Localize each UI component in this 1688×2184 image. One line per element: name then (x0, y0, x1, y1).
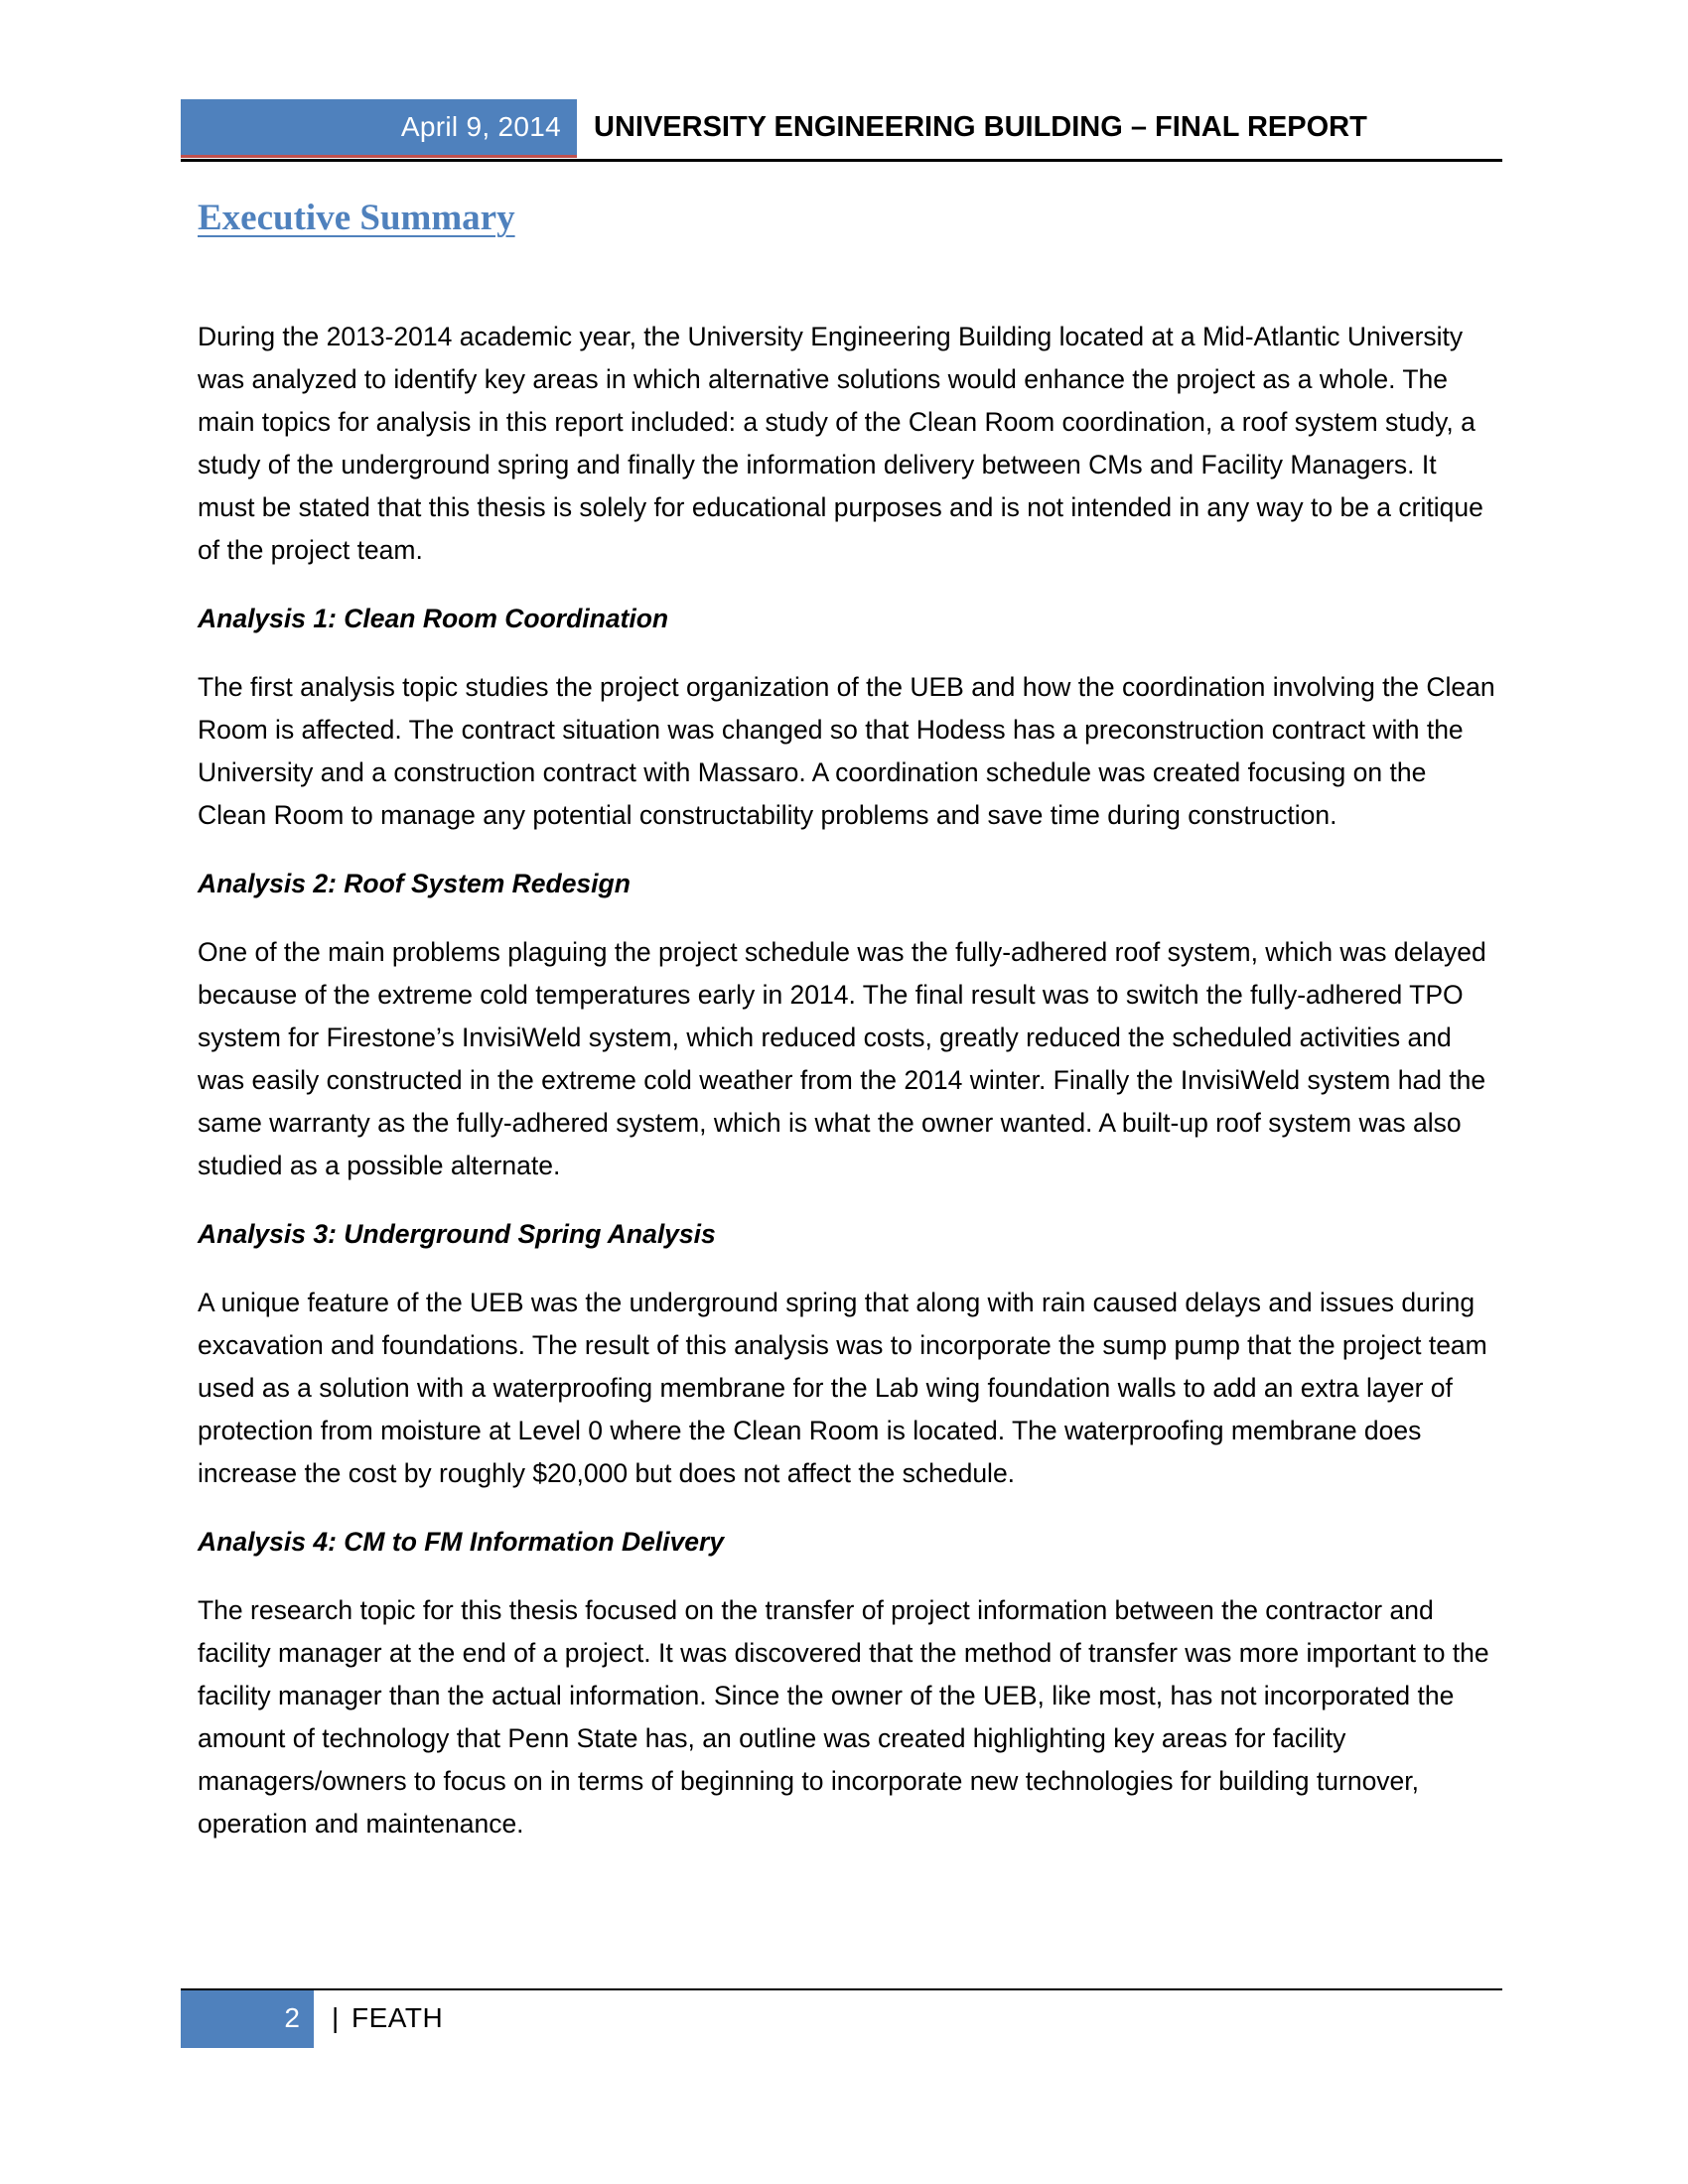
page-number: 2 (284, 2002, 300, 2033)
analysis-2-title: Analysis 2: Roof System Redesign (198, 869, 631, 898)
analysis-1-title: Analysis 1: Clean Room Coordination (198, 604, 669, 633)
section-heading: Executive Summary (198, 198, 515, 238)
analysis-3-body: A unique feature of the UEB was the underground spring that along with rain caused delays and issues during excavation and foundations. The result of this analysis was to incorporate the sump pump that the project team used as a solution with a waterproofing membrane for the Lab wing foundation walls to add an extra layer of protection from moisture at Level 0 where the Clean Room is located. The waterproofing membrane does increase the cost by roughly $20,000 but does not affect the schedule. (198, 1288, 1487, 1488)
footer-author: FEATH (352, 2002, 444, 2033)
footer-separator: | (332, 2002, 340, 2033)
header-title: UNIVERSITY ENGINEERING BUILDING – FINAL REPORT (594, 111, 1367, 143)
intro-paragraph: During the 2013-2014 academic year, the University Engineering Building located at a Mid-Atlantic University was analyzed to identify key areas in which alternative solutions would enhance the project as a whole. The main topics for analysis in this report included: a study of the Clean Room coordination, a roof system study, a study of the underground spring and finally the information delivery between CMs and Facility Managers. It must be stated that this thesis is solely for educational purposes and is not intended in any way to be a critique of the project team. (198, 322, 1483, 565)
page-header (181, 99, 1502, 162)
analysis-4-body: The research topic for this thesis focused on the transfer of project information between the contractor and facility manager at the end of a project. It was discovered that the method of transfer was more important to the facility manager than the actual information. Since the owner of the UEB, like most, has not incorporated the amount of technology that Penn State has, an outline was created highlighting key areas for facility managers/owners to focus on in terms of beginning to incorporate new technologies for building turnover, operation and maintenance. (198, 1595, 1489, 1839)
analysis-2-body: One of the main problems plaguing the project schedule was the fully-adhered roof system, which was delayed because of the extreme cold temperatures early in 2014. The final result was to switch the fully-adhered TPO system for Firestone’s InvisiWeld system, which reduced costs, greatly reduced the scheduled activities and was easily constructed in the extreme cold weather from the 2014 winter. Finally the InvisiWeld system had the same warranty as the fully-adhered system, which is what the owner wanted. A built-up roof system was also studied as a possible alternate. (198, 937, 1486, 1180)
footer-page-block (181, 1990, 314, 2048)
header-date: April 9, 2014 (400, 111, 561, 142)
analysis-3-title: Analysis 3: Underground Spring Analysis (198, 1219, 716, 1249)
analysis-1-body: The first analysis topic studies the project organization of the UEB and how the coordination involving the Clean Room is affected. The contract situation was changed so that Hodess has a preconstruction contract with the University and a construction contract with Massaro. A coordination schedule was created focusing on the Clean Room to manage any potential constructability problems and save time during construction. (198, 672, 1495, 830)
document-body (198, 316, 1498, 1871)
header-date-block (181, 99, 577, 158)
analysis-4-title: Analysis 4: CM to FM Information Delivery (198, 1527, 725, 1557)
page-footer (181, 1988, 1502, 2050)
